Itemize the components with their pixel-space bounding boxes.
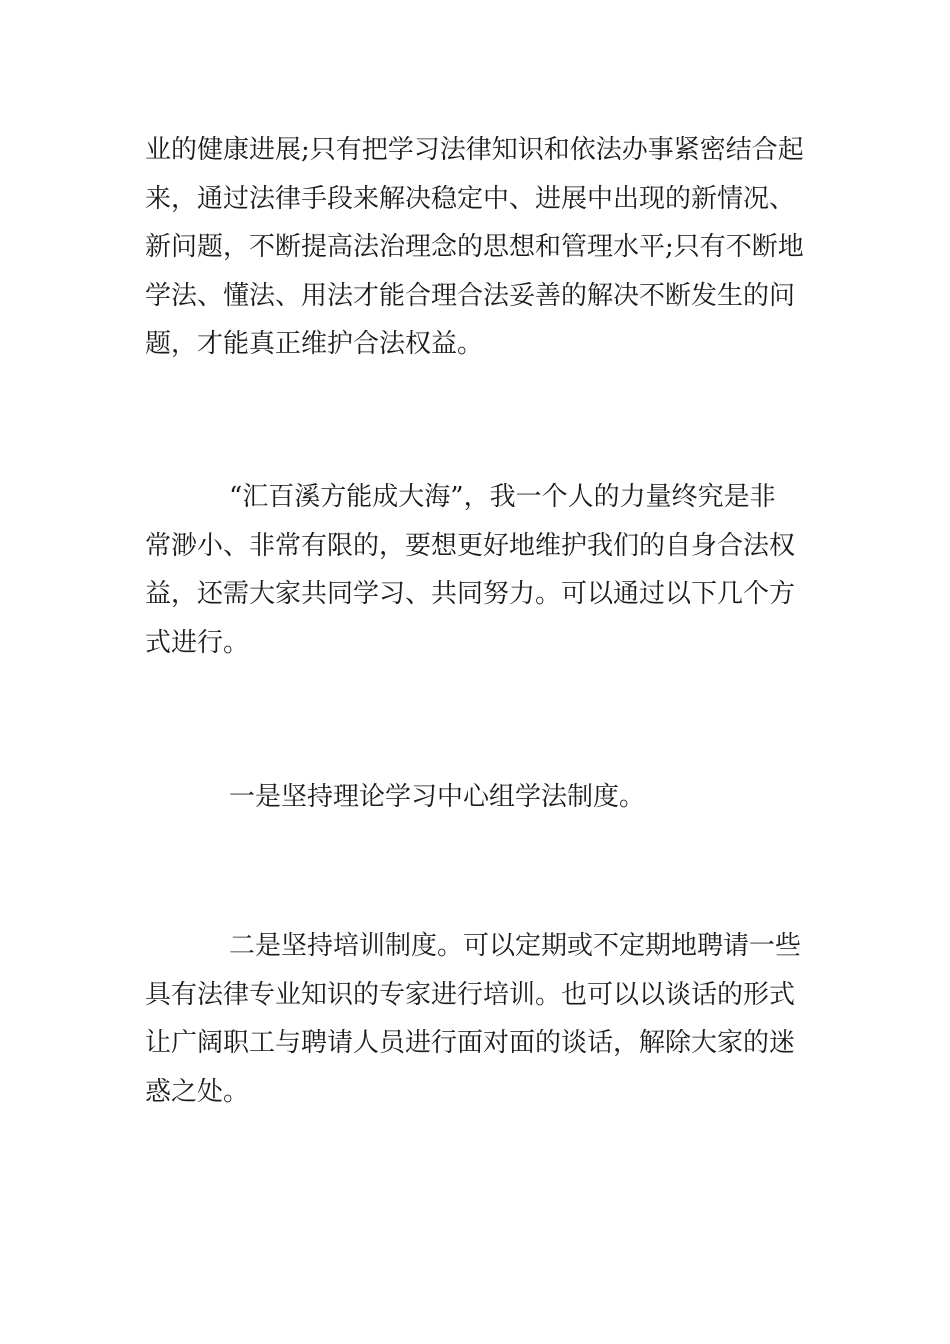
paragraph-line: 业的健康进展;只有把学习法律知识和依法办事紧密结合起 [145,135,804,165]
paragraph-line: 常渺小、非常有限的，要想更好地维护我们的自身合法权 [145,530,796,561]
paragraph-line: 新问题，不断提高法治理念的思想和管理水平;只有不断地 [145,232,804,262]
paragraph-point-one [145,773,810,822]
paragraph-line: 式进行。 [145,627,250,658]
paragraph-line: 惑之处。 [145,1076,250,1107]
paragraph-hui-bai-xi [145,473,810,667]
paragraph-line: 具有法律专业知识的专家进行培训。也可以以谈话的形式 [145,979,796,1010]
paragraph-continuation [145,126,810,369]
paragraph-point-two [145,922,810,1116]
paragraph-line: 来，通过法律手段来解决稳定中、进展中出现的新情况、 [145,183,796,214]
paragraph-line: 让广阔职工与聘请人员进行面对面的谈话，解除大家的迷 [145,1028,796,1058]
paragraph-line: 一是坚持理论学习中心组学法制度。 [229,782,646,812]
paragraph-line: 学法、懂法、用法才能合理合法妥善的解决不断发生的问 [145,280,796,311]
paragraph-line: 题，才能真正维护合法权益。 [145,329,484,359]
paragraph-line: “汇百溪方能成大海”，我一个人的力量终究是非 [229,482,776,512]
paragraph-line: 益，还需大家共同学习、共同努力。可以通过以下几个方 [145,579,796,609]
paragraph-line: 二是坚持培训制度。可以定期或不定期地聘请一些 [229,931,802,961]
